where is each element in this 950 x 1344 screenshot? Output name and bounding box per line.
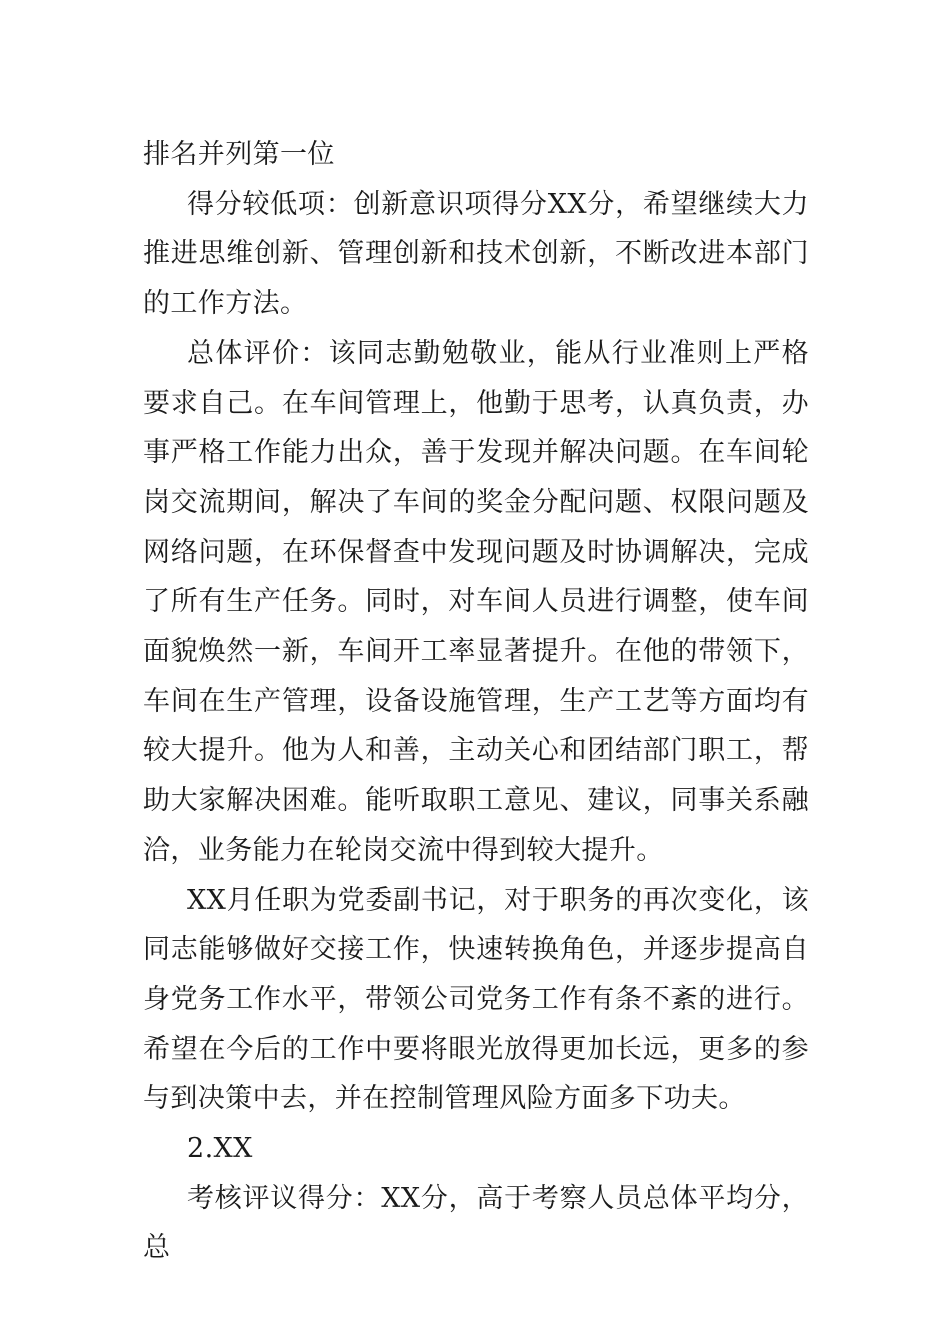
paragraph-ranking: 排名并列第一位 (143, 139, 335, 170)
paragraph-low-score-item: 得分较低项：创新意识项得分XX分，希望继续大力推进思维创新、管理创新和技术创新，不断改进本部门的工作方法。 (143, 188, 809, 320)
paragraph-assessment-score: 考核评议得分：XX分，高于考察人员总体平均分，总 (143, 1182, 809, 1264)
document-body (143, 130, 809, 1273)
section-heading-2: 2.XX (187, 1133, 253, 1165)
paragraph-appointment: XX月任职为党委副书记，对于职务的再次变化，该同志能够做好交接工作，快速转换角色，并逐步提高自身党务工作水平，带领公司党务工作有条不紊的进行。希望在今后的工作中要将眼光放得更加长远，更多的参与到决策中去，并在控制管理风险方面多下功夫。 (143, 884, 809, 1115)
paragraph-overall-evaluation: 总体评价：该同志勤勉敬业，能从行业准则上严格要求自己。在车间管理上，他勤于思考，认真负责，办事严格工作能力出众，善于发现并解决问题。在车间轮岗交流期间，解决了车间的奖金分配问题、权限问题及网络问题，在环保督查中发现问题及时协调解决，完成了所有生产任务。同时，对车间人员进行调整，使车间面貌焕然一新，车间开工率显著提升。在他的带领下，车间在生产管理，设备设施管理，生产工艺等方面均有较大提升。他为人和善，主动关心和团结部门职工，帮助大家解决困难。能听取职工意见、建议，同事关系融洽，业务能力在轮岗交流中得到较大提升。 (143, 337, 809, 866)
